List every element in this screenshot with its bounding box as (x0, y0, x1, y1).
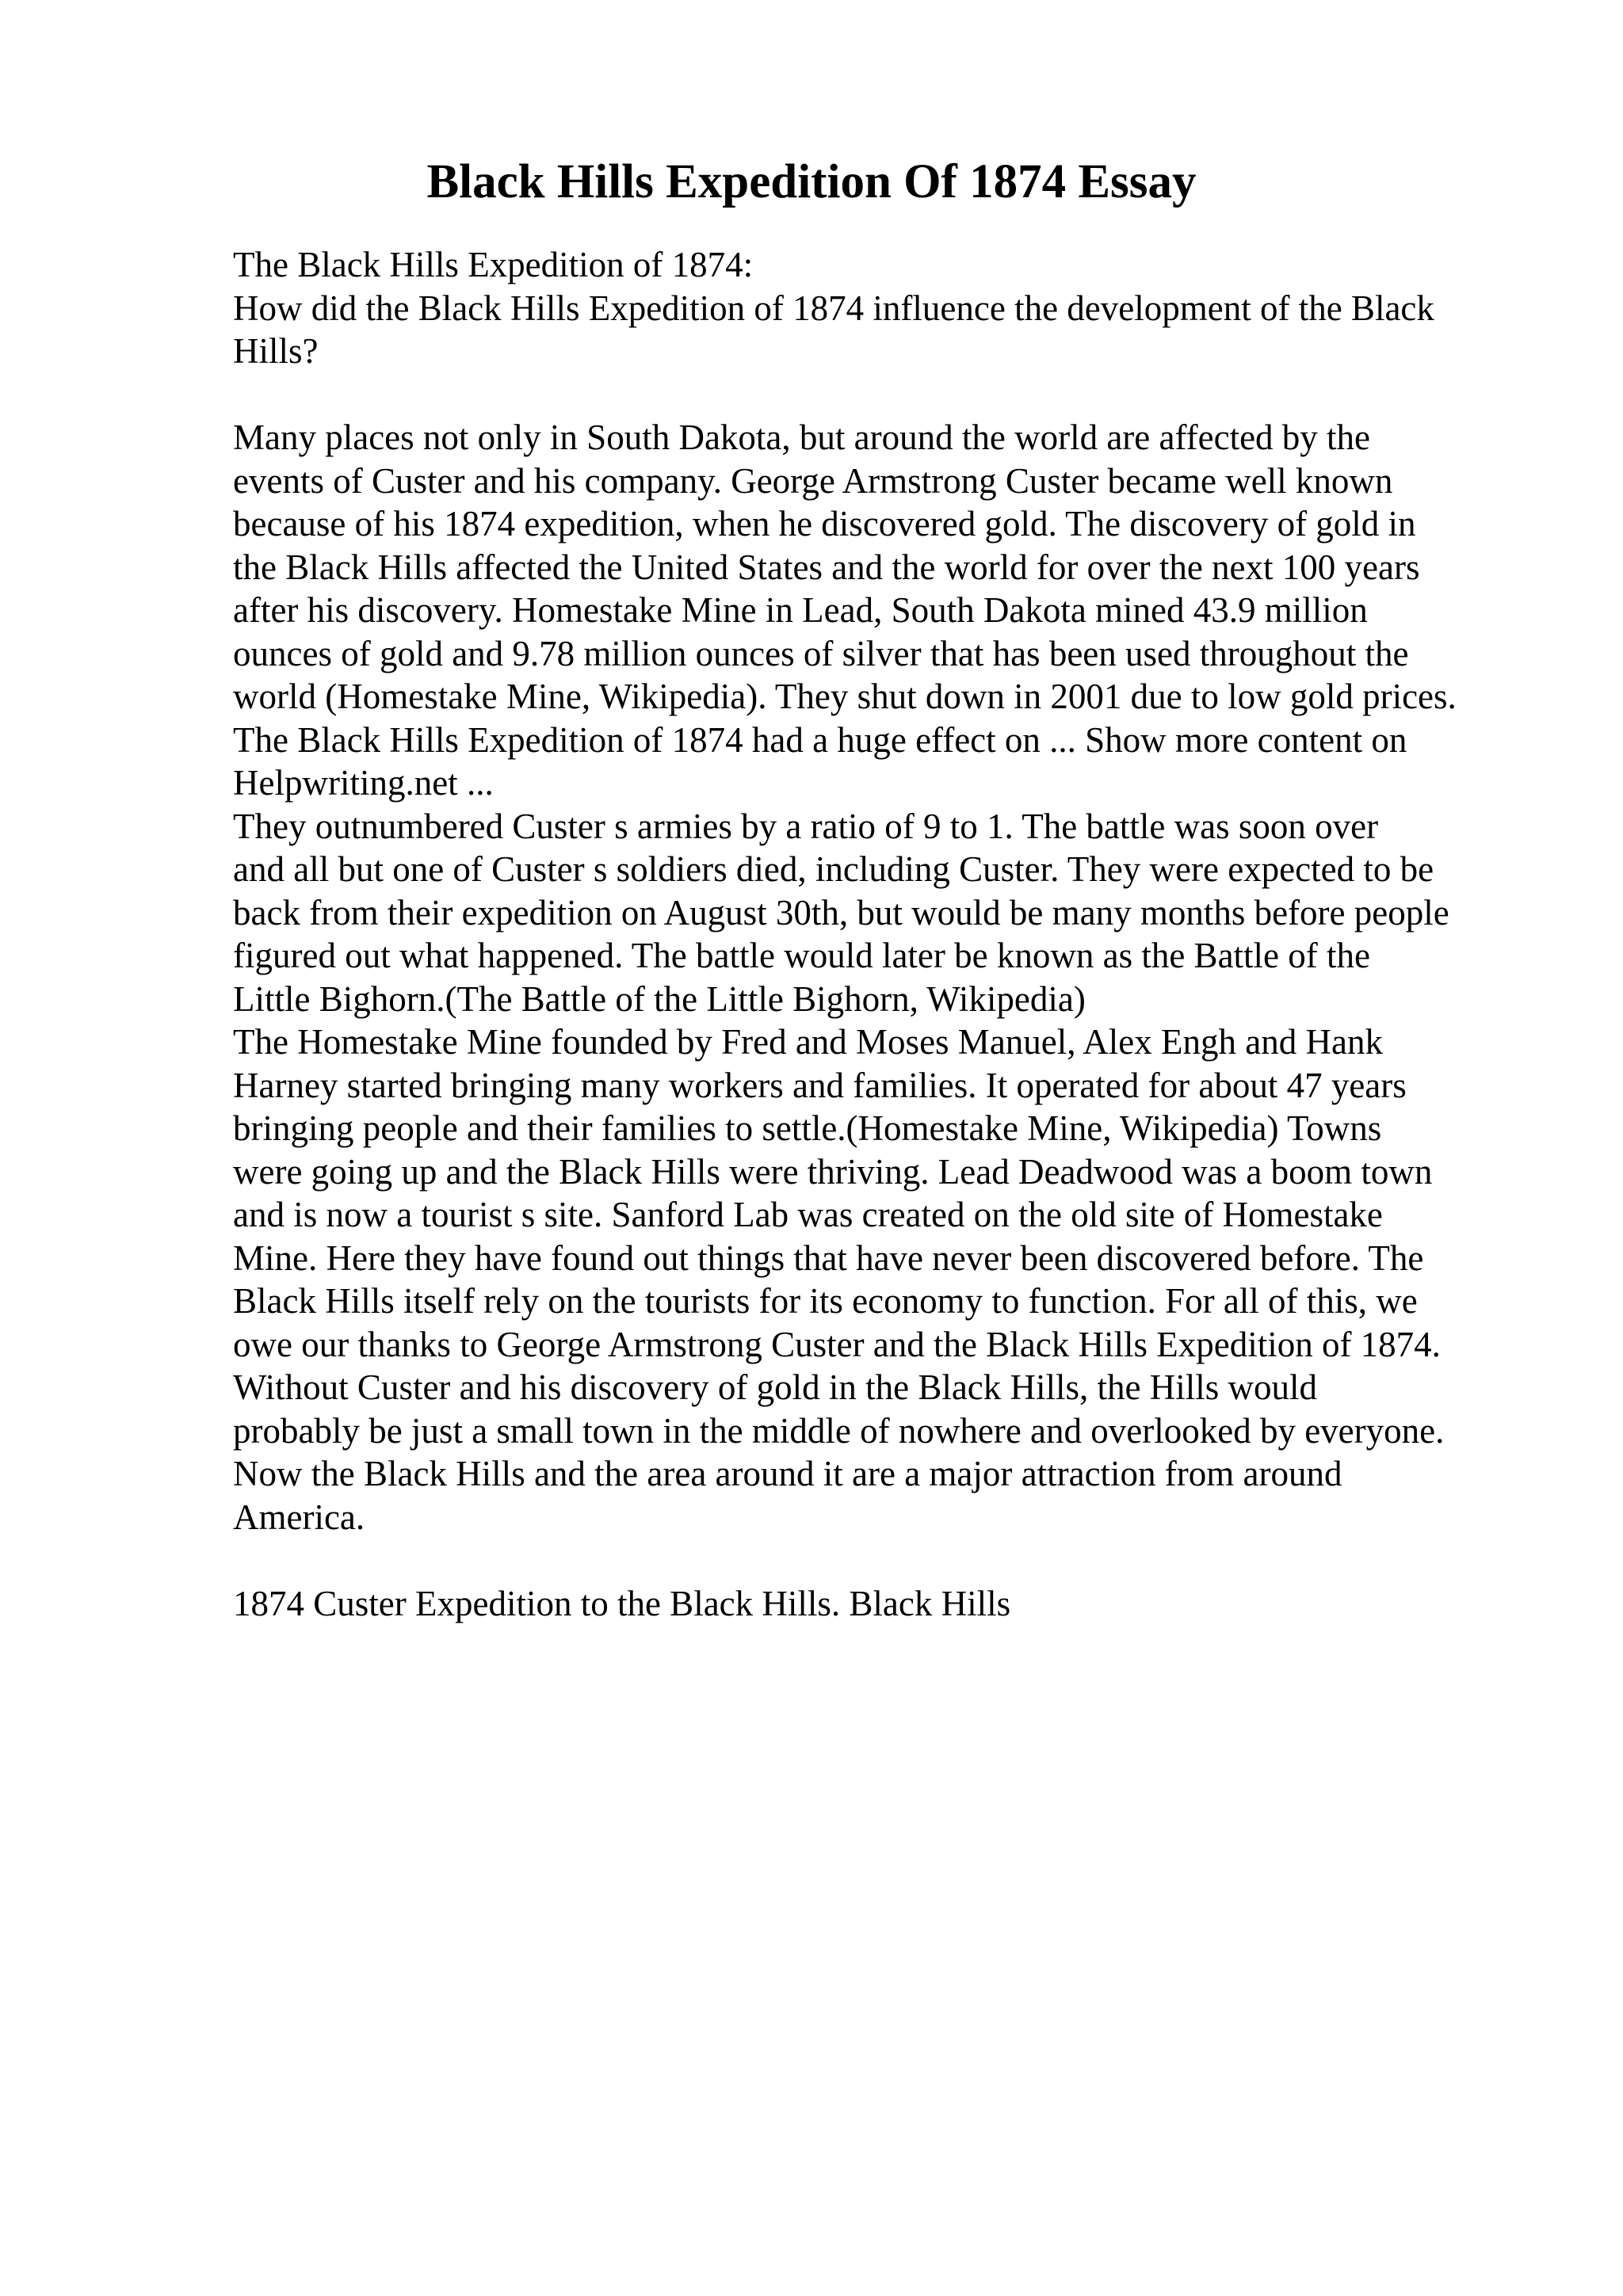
text-line: figured out what happened. The battle would later be known as the Battle of the (233, 936, 1370, 975)
text-line: because of his 1874 expedition, when he discovered gold. The discovery of gold in (233, 504, 1416, 543)
text-line: the Black Hills affected the United States and the world for over the next 100 years (233, 547, 1420, 587)
text-line: and is now a tourist s site. Sanford Lab was created on the old site of Homestake (233, 1195, 1383, 1234)
text-line: 1874 Custer Expedition to the Black Hills. Black Hills (233, 1583, 1011, 1623)
text-line: America. (233, 1497, 365, 1537)
paragraph-break (233, 1539, 1549, 1582)
text-line: Little Bighorn.(The Battle of the Little Bighorn, Wikipedia) (233, 978, 1086, 1019)
text-line: ounces of gold and 9.78 million ounces of silver that has been used throughout the (233, 633, 1409, 673)
text-line: Hills? (233, 331, 319, 371)
text-line: and all but one of Custer s soldiers died, including Custer. They were expected to be (233, 849, 1434, 889)
text-line: Now the Black Hills and the area around it are a major attraction from around (233, 1454, 1342, 1493)
text-line: The Homestake Mine founded by Fred and Moses Manuel, Alex Engh and Hank (233, 1022, 1383, 1062)
text-line: They outnumbered Custer s armies by a ratio of 9 to 1. The battle was soon over (233, 806, 1379, 846)
text-line: Helpwriting.net ... (233, 763, 494, 803)
text-line: Many places not only in South Dakota, but around the world are affected by the (233, 418, 1371, 457)
text-line: The Black Hills Expedition of 1874: (233, 245, 754, 284)
text-line: were going up and the Black Hills were thriving. Lead Deadwood was a boom town (233, 1151, 1433, 1192)
text-line: Mine. Here they have found out things that have never been discovered before. The (233, 1238, 1424, 1278)
text-line: Black Hills itself rely on the tourists for its economy to function. For all of this, we (233, 1281, 1418, 1321)
text-line: probably be just a small town in the middle of nowhere and overlooked by everyone. (233, 1410, 1445, 1451)
paragraph-break (233, 373, 1549, 417)
document-body (233, 243, 1549, 1625)
text-line: Without Custer and his discovery of gold in the Black Hills, the Hills would (233, 1367, 1318, 1407)
text-line: How did the Black Hills Expedition of 1874 influence the development of the Black (233, 288, 1434, 328)
text-line: owe our thanks to George Armstrong Custer and the Black Hills Expedition of 1874. (233, 1324, 1441, 1364)
text-line: Harney started bringing many workers and families. It operated for about 47 years (233, 1065, 1407, 1105)
text-line: world (Homestake Mine, Wikipedia). They shut down in 2001 due to low gold prices. (233, 677, 1457, 716)
document-title: Black Hills Expedition Of 1874 Essay (426, 155, 1197, 208)
text-line: The Black Hills Expedition of 1874 had a huge effect on ... Show more content on (233, 719, 1407, 760)
text-line: bringing people and their families to settle.(Homestake Mine, Wikipedia) Towns (233, 1108, 1382, 1148)
text-line: back from their expedition on August 30th, but would be many months before people (233, 892, 1449, 933)
text-line: after his discovery. Homestake Mine in Lead, South Dakota mined 43.9 million (233, 590, 1368, 630)
text-line: events of Custer and his company. George Armstrong Custer became well known (233, 460, 1393, 501)
